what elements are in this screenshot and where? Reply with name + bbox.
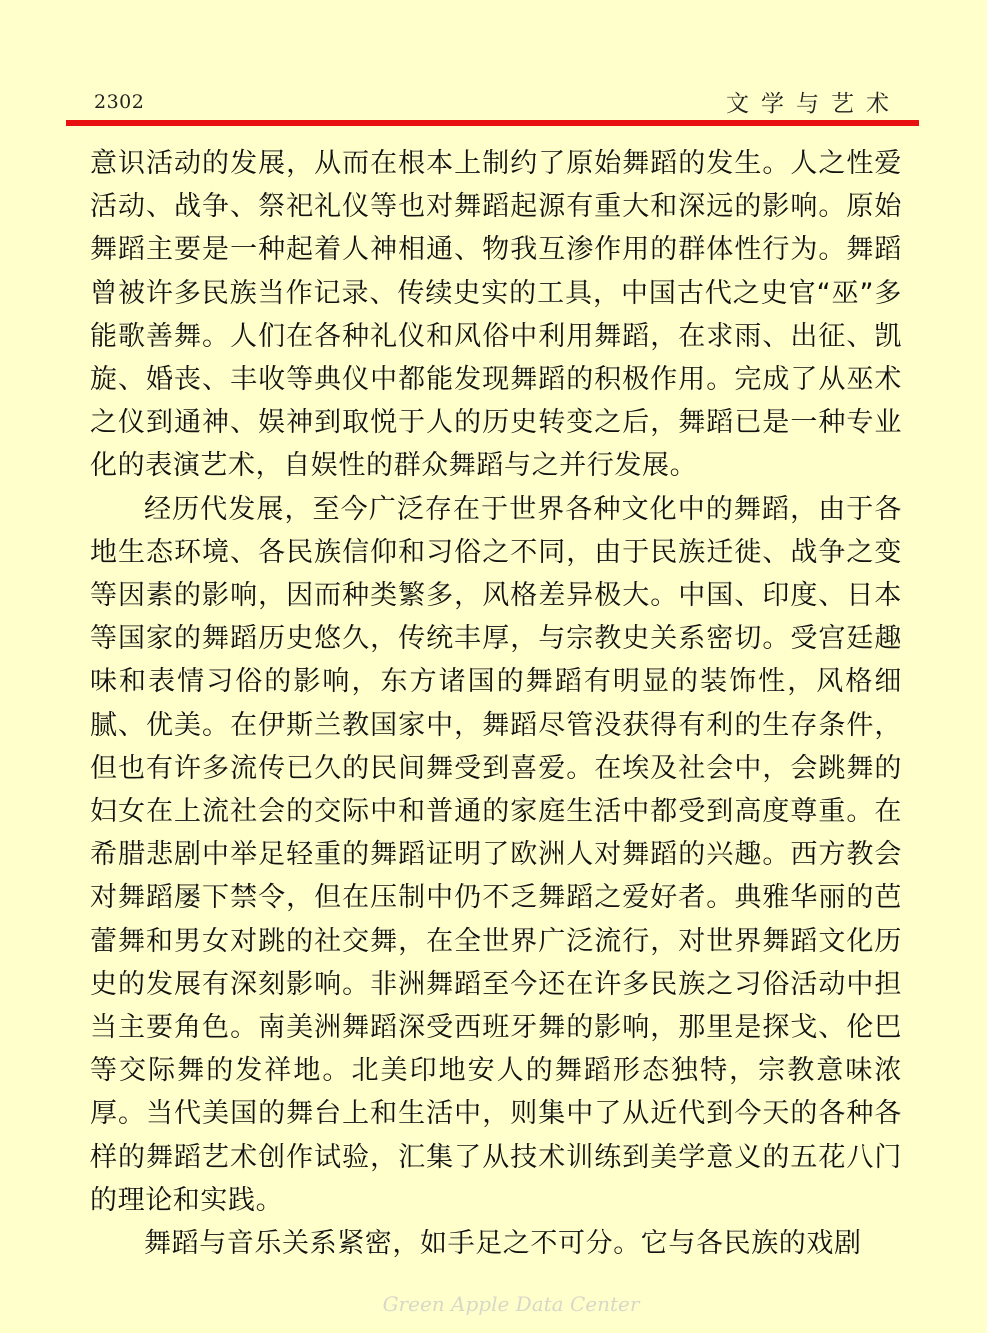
paragraph: 舞蹈与音乐关系紧密，如手足之不可分。它与各民族的戏剧	[144, 1228, 862, 1260]
paragraph-continued: 意识活动的发展，从而在根本上制约了原始舞蹈的发生。人之性爱活动、战争、祭祀礼仪等也对舞蹈起源有重大和深远的影响。原始舞蹈主要是一种起着人神相通、物我互渗作用的群体性行为。舞蹈曾被许多民族当作记录、传续史实的工具，中国古代之史官“巫”多能歌善舞。人们在各种礼仪和风俗中利用舞蹈，在求雨、出征、凯旋、婚丧、丰收等典仪中都能发现舞蹈的积极作用。完成了从巫术之仪到通神、娱神到取悦于人的历史转变之后，舞蹈已是一种专业化的表演艺术，自娱性的群众舞蹈与之并行发展。	[90, 148, 902, 482]
running-head: 文学与艺术	[726, 91, 901, 117]
watermark: Green Apple Data Center	[382, 1292, 640, 1316]
paragraph: 经历代发展，至今广泛存在于世界各种文化中的舞蹈，由于各地生态环境、各民族信仰和习俗之不同，由于民族迁徙、战争之变等因素的影响，因而种类繁多，风格差异极大。中国、印度、日本等国家的舞蹈历史悠久，传统丰厚，与宗教史关系密切。受宫廷趣味和表情习俗的影响，东方诸国的舞蹈有明显的装饰性，风格细腻、优美。在伊斯兰教国家中，舞蹈尽管没获得有利的生存条件，但也有许多流传已久的民间舞受到喜爱。在埃及社会中，会跳舞的妇女在上流社会的交际中和普通的家庭生活中都受到高度尊重。在希腊悲剧中举足轻重的舞蹈证明了欧洲人对舞蹈的兴趣。西方教会对舞蹈屡下禁令，但在压制中仍不乏舞蹈之爱好者。典雅华丽的芭蕾舞和男女对跳的社交舞，在全世界广泛流行，对世界舞蹈文化历史的发展有深刻影响。非洲舞蹈至今还在许多民族之习俗活动中担当主要角色。南美洲舞蹈深受西班牙舞的影响，那里是探戈、伦巴等交际舞的发祥地。北美印地安人的舞蹈形态独特，宗教意味浓厚。当代美国的舞台上和生活中，则集中了从近代到今天的各种各样的舞蹈艺术创作试验，汇集了从技术训练到美学意义的五花八门的理论和实践。	[90, 493, 902, 1216]
page-number: 2302	[94, 91, 145, 113]
header-rule	[66, 120, 919, 126]
body-text	[90, 142, 902, 1265]
